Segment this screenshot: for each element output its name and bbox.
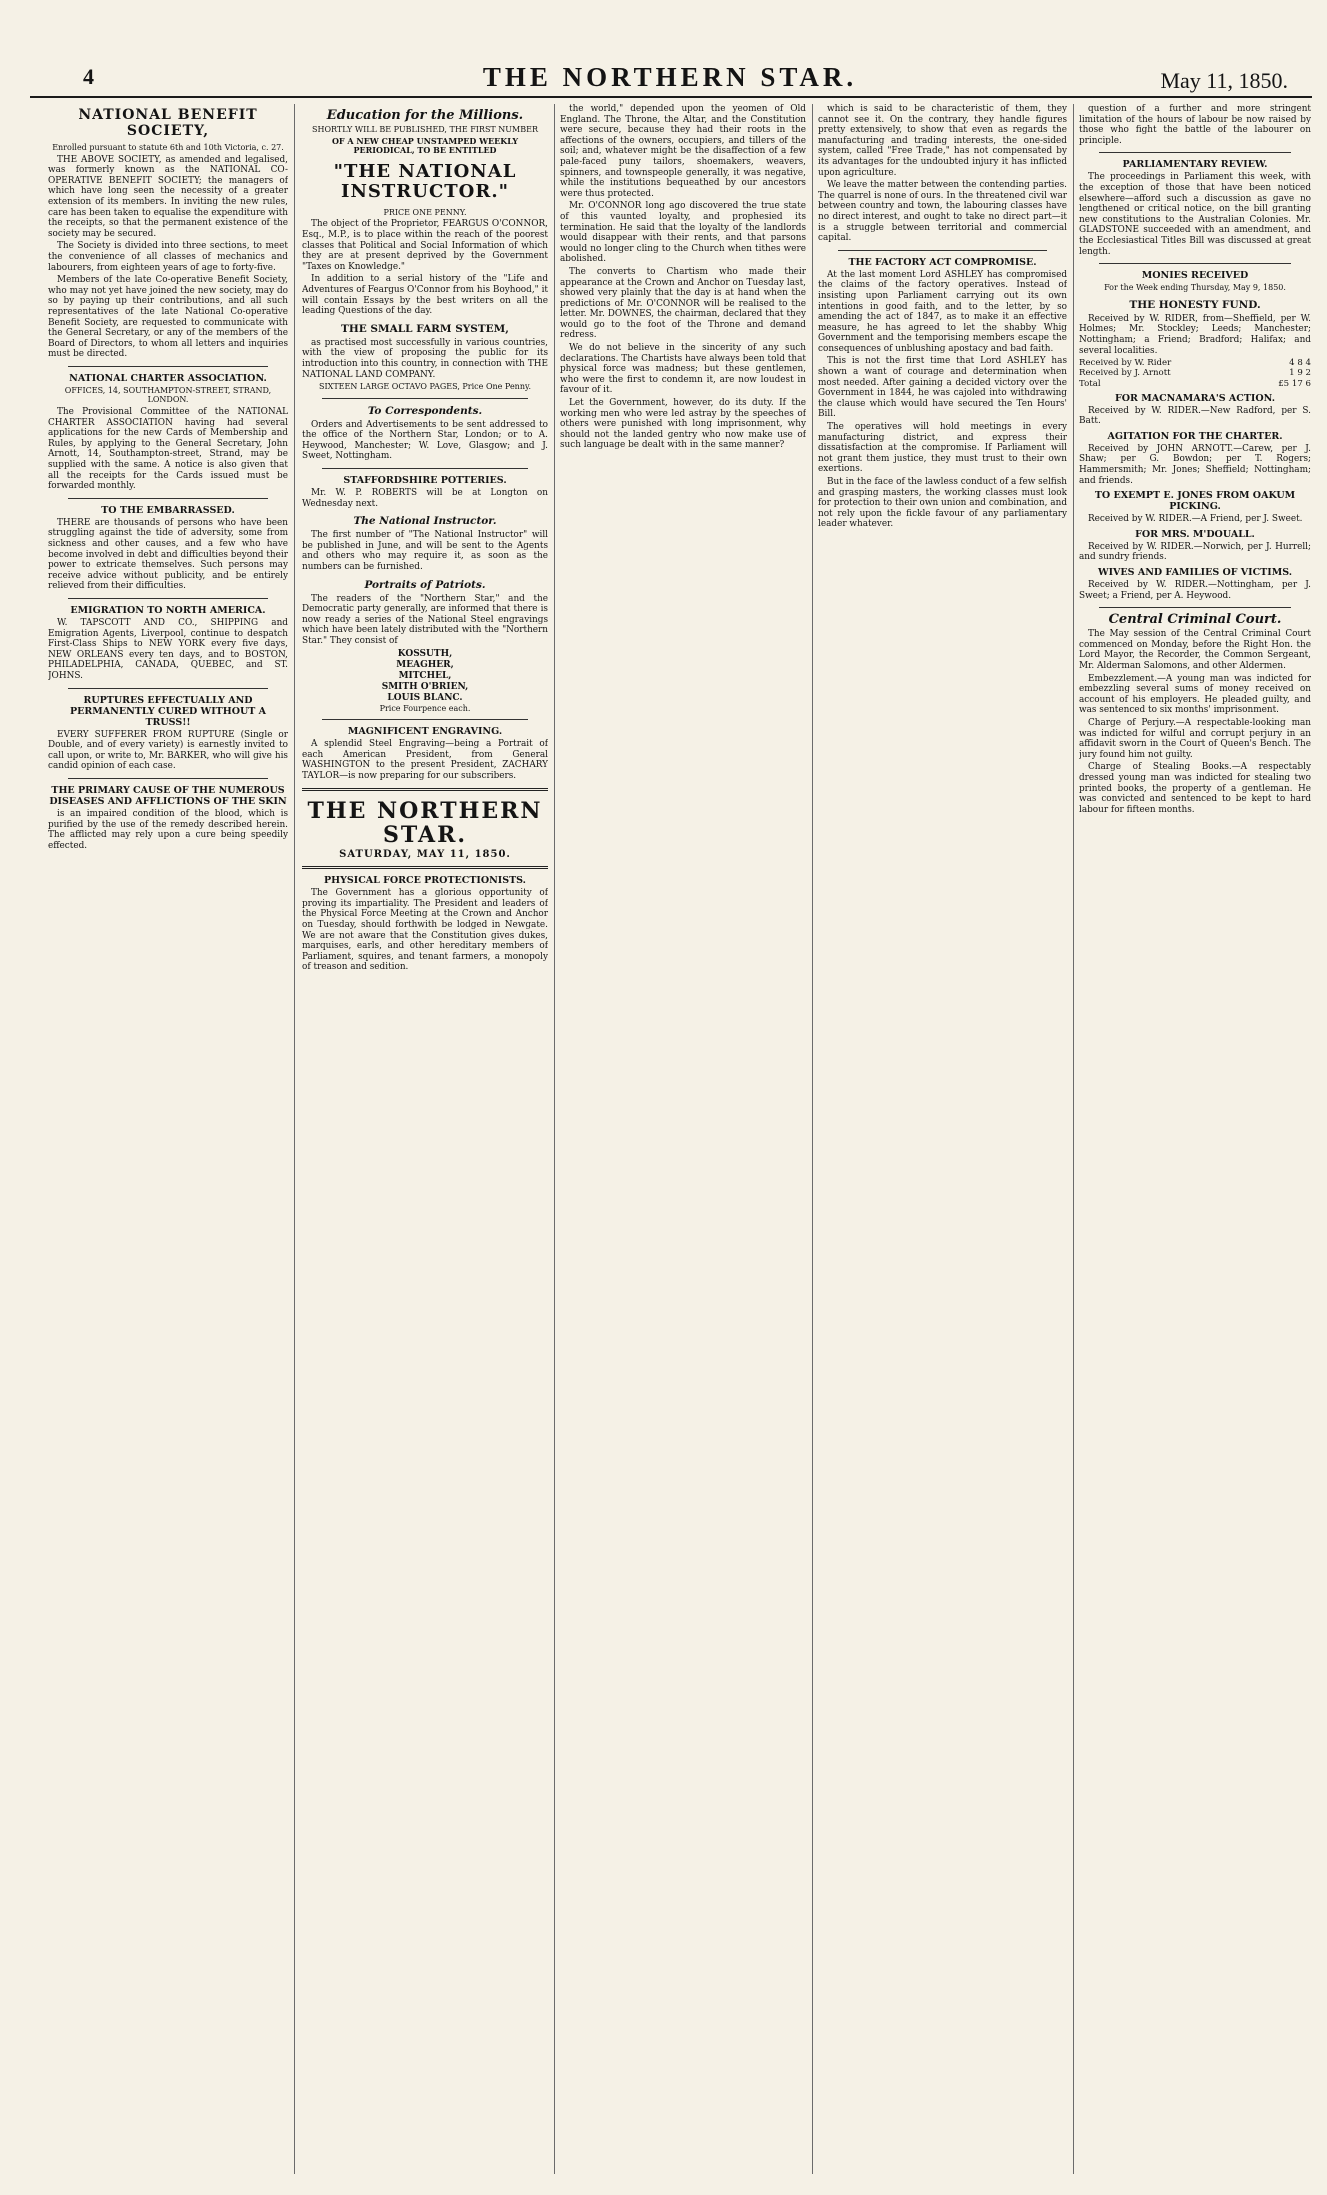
section-title: THE SMALL FARM SYSTEM, (341, 322, 509, 335)
divider (838, 250, 1047, 251)
section-subtitle: OFFICES, 14, SOUTHAMPTON-STREET, STRAND, LONDON. (64, 385, 272, 405)
paragraph: We leave the matter between the contending parties. The quarrel is none of ours. In the threatened civil war between country and town, the labouring classes have no direct interest, and ought to take no direct part—it is a struggle between territorial and commercial capital. (818, 180, 1067, 244)
masthead (30, 62, 1312, 98)
leader-date: SATURDAY, MAY 11, 1850. (339, 848, 511, 860)
article-subheading: Enrolled pursuant to statute 6th and 10th Victoria, c. 27. (52, 143, 284, 152)
page-number: 4 (83, 64, 94, 89)
paragraph: At the last moment Lord ASHLEY has compromised the claims of the factory operatives. Instead of insisting upon Parliament carrying out its own intentions in good faith, and to the letter, by so amending the act of 1847, as to make it an effective measure, he has agreed to let the shabby Whig Government and the temporising members escape the consequences of unblushing apostacy and bad faith. (818, 269, 1067, 354)
fund-table (1079, 358, 1311, 389)
section-title: NATIONAL CHARTER ASSOCIATION. (69, 372, 267, 384)
column-divider (294, 104, 295, 2174)
fund-amount: 4 8 4 (1289, 358, 1311, 369)
divider (68, 366, 268, 367)
newspaper-title: THE NORTHERN STAR. (482, 62, 858, 92)
section-title: RUPTURES EFFECTUALLY AND PERMANENTLY CURED WITHOUT A TRUSS!! (70, 694, 266, 728)
price: SIXTEEN LARGE OCTAVO PAGES, Price One Penny. (319, 382, 531, 392)
column-divider (554, 104, 555, 2174)
column-divider (1073, 104, 1074, 2174)
paragraph: THERE are thousands of persons who have been struggling against the tide of adversity, some from sickness and other causes, and a few who have become involved in debt and difficulties beyond their power to extricate themselves. Such persons may receive advice without publicity, and be entirely relieved from their difficulties. (48, 517, 288, 592)
section-title: Portraits of Patriots. (364, 578, 486, 591)
announcement: OF A NEW CHEAP UNSTAMPED WEEKLY PERIODICAL, TO BE ENTITLED (331, 135, 519, 156)
paragraph: EVERY SUFFERER FROM RUPTURE (Single or Double, and of every variety) is earnestly invited to call upon, or write to, Mr. BARKER, who will give his candid opinion of each case. (48, 729, 288, 772)
paragraph: Mr. O'CONNOR long ago discovered the true state of this vaunted loyalty, and prophesied its termination. He said that the loyalty of the landlords would disappear with their rents, and that parsons would no longer cling to the Church when tithes were abolished. (560, 201, 806, 265)
paragraph: Charge of Perjury.—A respectable-looking man was indicted for wilful and corrupt perjury in an affidavit sworn in the Court of Queen's Bench. The jury found him not guilty. (1079, 717, 1311, 760)
section-title: THE PRIMARY CAUSE OF THE NUMEROUS DISEASES AND AFFLICTIONS OF THE SKIN (49, 784, 287, 807)
paragraph: The Society is divided into three sections, to meet the convenience of all classes of mechanics and labourers, from eighteen years of age to forty-five. (48, 241, 288, 273)
portrait-name: KOSSUTH, (397, 648, 453, 659)
paragraph: is an impaired condition of the blood, which is purified by the use of the remedy described herein. The afflicted may rely upon a cure being speedily effected. (48, 808, 288, 851)
paragraph: But in the face of the lawless conduct of a few selfish and grasping masters, the working classes must look for protection to their own union and combination, and not rely upon the fickle favour of any parliamentary leader whatever. (818, 477, 1067, 530)
fund-amount: 1 9 2 (1289, 368, 1311, 379)
portrait-name: LOUIS BLANC. (387, 692, 463, 703)
paragraph: Received by W. RIDER.—New Radford, per S. Batt. (1079, 405, 1311, 427)
leader-masthead: THE NORTHERN STAR. (307, 797, 543, 848)
section-title: WIVES AND FAMILIES OF VICTIMS. (1097, 567, 1293, 579)
paragraph: the world," depended upon the yeomen of Old England. The Throne, the Altar, and the Constitution were secure, because they had their roots in the affections of the owners, occupiers, and tillers of the soil; and, whatever might be the disaffection of a few pale-faced puny tailors, shoemakers, weavers, spinners, and townspeople generally, it was negative, while the institutions bequeathed by our ancestors were thus protected. (560, 104, 806, 199)
section-title: To Correspondents. (367, 404, 483, 417)
paragraph: which is said to be characteristic of them, they cannot see it. On the contrary, they handle figures pretty extensively, to show that even as regards the manufacturing and trading interests, the one-sided system, called "Free Trade," has not compensated by its advantages for the undoubted injury it has inflicted upon agriculture. (818, 104, 1067, 178)
portrait-list (302, 649, 548, 704)
paragraph: Received by JOHN ARNOTT.—Carew, per J. Shaw; per G. Bowdon; per T. Rogers; Hammersmith; Mr. Jones; Sheffield; Nottingham; and friends. (1079, 443, 1311, 486)
section-title: MAGNIFICENT ENGRAVING. (347, 726, 503, 738)
paragraph: The Provisional Committee of the NATIONAL CHARTER ASSOCIATION having had several applications for the new Cards of Membership and Rules, by applying to the General Secretary, John Arnott, 14, Southampton-street, Strand, may be supplied with the same. A notice is also given that all the receipts for the Cards issued must be forwarded monthly. (48, 407, 288, 492)
paragraph: Members of the late Co-operative Benefit Society, who may not yet have joined the new society, may do so by paying up their contributions, and all such representatives of the late National Co-operative Benefit Society, are requested to communicate with the General Secretary, or any of the members of the Board of Directors, to whom all letters and inquiries must be directed. (48, 275, 288, 360)
advert-title: Education for the Millions. (326, 108, 524, 123)
section-title: TO EXEMPT E. JONES FROM OAKUM PICKING. (1094, 490, 1296, 513)
paragraph: Charge of Stealing Books.—A respectably dressed young man was indicted for stealing two printed books, the property of a gentleman. He was convicted and sentenced to be kept to hard labour for fifteen months. (1079, 762, 1311, 815)
divider (1099, 607, 1291, 608)
section-title: STAFFORDSHIRE POTTERIES. (343, 475, 507, 487)
paragraph: Orders and Advertisements to be sent addressed to the office of the Northern Star, London; or to A. Heywood, Manchester; W. Love, Glasgow; and J. Sweet, Nottingham. (302, 419, 548, 462)
section-title: MONIES RECEIVED (1141, 270, 1249, 282)
section-title: FOR MRS. M'DOUALL. (1135, 528, 1255, 540)
divider (302, 866, 548, 869)
divider (68, 778, 268, 779)
portrait-name: MITCHEL, (398, 670, 452, 681)
divider (322, 398, 528, 399)
paragraph: The object of the Proprietor, FEARGUS O'CONNOR, Esq., M.P., is to place within the reach of the poorest classes that Political and Social Information of which they are at present deprived by the Government "Taxes on Knowledge." (302, 219, 548, 272)
issue-date: May 11, 1850. (1160, 68, 1288, 93)
section-title: AGITATION FOR THE CHARTER. (1107, 430, 1283, 442)
divider (1099, 263, 1291, 264)
column-2 (302, 104, 548, 2179)
section-title: Central Criminal Court. (1108, 612, 1282, 628)
article-heading: NATIONAL BENEFIT SOCIETY, (78, 107, 258, 139)
announcement: SHORTLY WILL BE PUBLISHED, THE FIRST NUMBER (312, 125, 538, 134)
paragraph: The operatives will hold meetings in every manufacturing district, and express their dissatisfaction at the compromise. If Parliament will not grant them justice, they must trust to their own exertions. (818, 422, 1067, 475)
section-title: PARLIAMENTARY REVIEW. (1122, 159, 1268, 171)
paragraph: The Government has a glorious opportunity of proving its impartiality. The President and leaders of the Physical Force Meeting at the Crown and Anchor on Tuesday, should forthwith be lodged in Newgate. We are not aware that the Constitution gives dukes, marquises, earls, and other hereditary members of Parliament, squires, and tenant farmers, a monopoly of treason and sedition. (302, 888, 548, 973)
portrait-name: SMITH O'BRIEN, (381, 681, 469, 692)
section-title: TO THE EMBARRASSED. (101, 504, 235, 516)
paragraph: Received by W. RIDER.—Nottingham, per J. Sweet; a Friend, per A. Heywood. (1079, 580, 1311, 601)
paragraph: question of a further and more stringent limitation of the hours of labour be now raised by those who fight the battle of the labourer on principle. (1079, 104, 1311, 146)
paragraph: We do not believe in the sincerity of any such declarations. The Chartists have always been told that physical force was madness; but these gentlemen, who were the first to condemn it, are now loudest in favour of it. (560, 343, 806, 396)
divider (68, 598, 268, 599)
fund-row (1079, 358, 1311, 368)
column-5 (1079, 104, 1311, 2179)
fund-row (1079, 379, 1311, 389)
section-title: THE HONESTY FUND. (1129, 298, 1261, 311)
paragraph: Received by W. RIDER.—Norwich, per J. Hurrell; and sundry friends. (1079, 541, 1311, 563)
section-title: The National Instructor. (353, 515, 497, 528)
divider (68, 688, 268, 689)
divider (302, 788, 548, 791)
divider (1099, 152, 1291, 153)
paragraph: The converts to Chartism who made their appearance at the Crown and Anchor on Tuesday last, showed very plainly that the day is at hand when the predictions of Mr. O'CONNOR will be realised to the letter. Mr. DOWNES, the chairman, declared that they would go to the foot of the Throne and demand redress. (560, 266, 806, 341)
divider (322, 468, 528, 469)
paragraph: The May session of the Central Criminal Court commenced on Monday, before the Right Hon. the Lord Mayor, the Recorder, the Common Sergeant, Mr. Alderman Salomons, and other Aldermen. (1079, 629, 1311, 672)
paragraph: as practised most successfully in various countries, with the view of proposing the public for its introduction into this country, in connection with THE NATIONAL LAND COMPANY. (302, 337, 548, 380)
paragraph: This is not the first time that Lord ASHLEY has shown a want of courage and determination when most needed. After gaining a decided victory over the Government in 1844, he was cajoled into withdrawing the clause which would have secured the Ten Hours' Bill. (818, 356, 1067, 420)
column-3 (560, 104, 806, 2179)
paragraph: The readers of the "Northern Star," and the Democratic party generally, are informed that there is now ready a series of the National Steel engravings which have been lately distributed with the "Northern Star." They consist of (302, 593, 548, 646)
paragraph: A splendid Steel Engraving—being a Portrait of each American President, from General WASHINGTON to the present President, ZACHARY TAYLOR—is now preparing for our subscribers. (302, 739, 548, 781)
divider (68, 498, 268, 499)
section-subtitle: For the Week ending Thursday, May 9, 1850. (1104, 283, 1286, 293)
feature-title: "THE NATIONAL INSTRUCTOR." (333, 160, 517, 202)
paragraph: Let the Government, however, do its duty. If the working men who were led astray by the speeches of others were punished with long imprisonment, why should not the landed gentry who now make use of such language be dealt with in the same manner? (560, 398, 806, 451)
paragraph: THE ABOVE SOCIETY, as amended and legalised, was formerly known as the NATIONAL CO-OPERATIVE BENEFIT SOCIETY; the managers of which have long seen the necessity of a greater extension of its members. In inviting the new rules, care has been taken to equalise the expenditure with the receipts, so that the permanent existence of the society may be secured. (48, 154, 288, 239)
leader-title: PHYSICAL FORCE PROTECTIONISTS. (323, 875, 526, 887)
portrait-name: MEAGHER, (396, 659, 454, 670)
fund-label: Received by J. Arnott (1079, 368, 1171, 379)
fund-label: Total (1079, 378, 1101, 389)
divider (322, 719, 528, 720)
fund-label: Received by W. Rider (1079, 358, 1172, 369)
paragraph: The first number of "The National Instructor" will be published in June, and will be sent to the Agents and others who may require it, as soon as the numbers can be furnished. (302, 530, 548, 573)
paragraph: W. TAPSCOTT AND CO., SHIPPING and Emigration Agents, Liverpool, continue to despatch First-Class Ships to NEW YORK every five days, NEW ORLEANS every ten days, and to BOSTON, PHILADELPHIA, CANADA, QUEBEC, and ST. JOHNS. (48, 617, 288, 681)
price: PRICE ONE PENNY. (383, 207, 467, 217)
paragraph: The proceedings in Parliament this week, with the exception of those that have been noticed elsewhere—afford such a discussion as gave no lengthened or critical notice, on the bill granting new constitutions to the Australian Colonies. Mr. GLADSTONE succeeded with an amendment, and the Ecclesiastical Titles Bill was discussed at great length. (1079, 172, 1311, 257)
section-title: EMIGRATION TO NORTH AMERICA. (70, 604, 266, 616)
fund-amount: £5 17 6 (1278, 378, 1311, 389)
price: Price Fourpence each. (379, 703, 471, 713)
paragraph: Embezzlement.—A young man was indicted for embezzling several sums of money received on account of his employers. He pleaded guilty, and was sentenced to six months' imprisonment. (1079, 673, 1311, 716)
paragraph: Mr. W. P. ROBERTS will be at Longton on Wednesday next. (302, 488, 548, 509)
section-title: FOR MACNAMARA'S ACTION. (1114, 392, 1276, 404)
section-title: THE FACTORY ACT COMPROMISE. (848, 256, 1037, 268)
paragraph: Received by W. RIDER, from—Sheffield, per W. Holmes; Mr. Stockley; Leeds; Manchester; Nottingham; a Friend; Bradford; Halifax; and several localities. (1079, 313, 1311, 356)
column-divider (812, 104, 813, 2174)
paragraph: Received by W. RIDER.—A Friend, per J. Sweet. (1088, 514, 1303, 525)
column-1 (48, 104, 288, 2179)
column-4 (818, 104, 1067, 2179)
fund-row (1079, 368, 1311, 378)
paragraph: In addition to a serial history of the "Life and Adventures of Feargus O'Connor from his Boyhood," it will contain Essays by the best writers on all the leading Questions of the day. (302, 274, 548, 317)
